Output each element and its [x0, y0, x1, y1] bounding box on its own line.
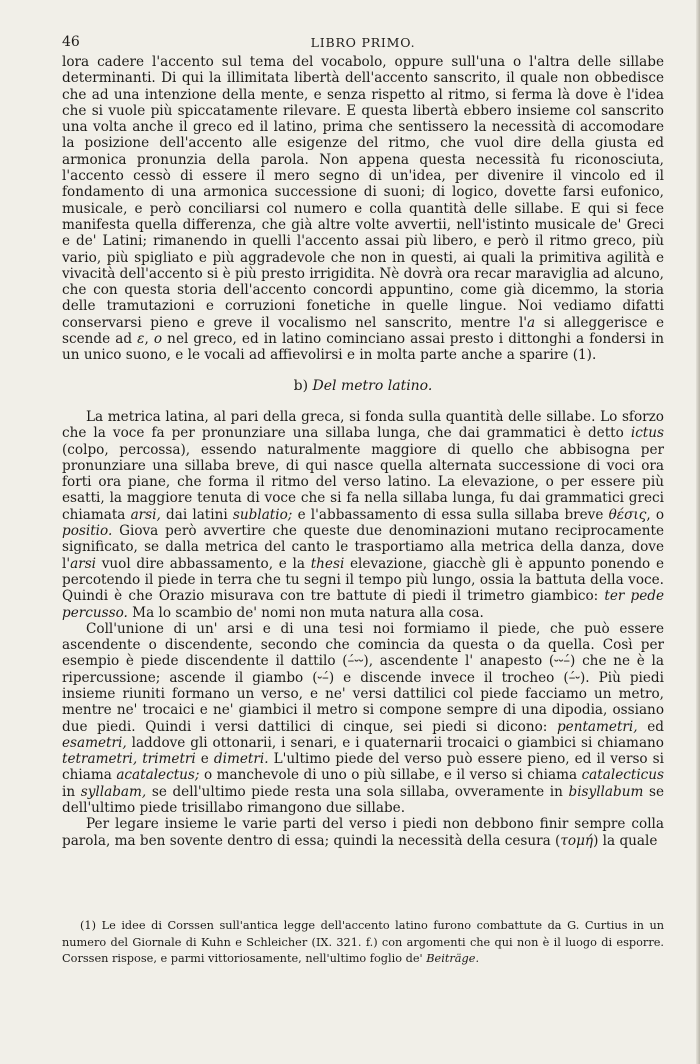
section-heading: b) Del metro latino. — [293, 377, 433, 394]
paragraph-cesura: Per legare insieme le varie parti del verso i piedi non debbono finir sempre colla parola, ma ben sovente dentro di essa; quindi la necessità della cesura (τομή) la quale — [62, 816, 664, 849]
page-edge-shadow — [696, 0, 700, 1064]
body-text — [62, 54, 664, 849]
paragraph-metrica-latina: La metrica latina, al pari della greca, si fonda sulla quantità delle sillabe. Lo sforzo che la voce fa per pronunziare una sillaba lunga, che dai grammatici è detto ictus (colpo, percossa), essendo naturalmente maggiore di quello che abbisogna per pronunziare una sillaba breve, di qui nasce quella alternata successione di voci ora forti ora piane, che forma il ritmo del verso latino. La elevazione, o per essere più esatti, la maggiore tenuta di voce che si fa nella sillaba lunga, fu dai grammatici greci chiamata arsi, dai latini sublatio; e l'abbassamento di essa sulla sillaba breve θέσις, o positio. Giova però avvertire che queste due denominazioni mutano reciprocamente significato, se dalla metrica del canto le trasportiamo alla metrica della danza, dove l'arsi vuol dire abbassamento, e la thesi elevazione, giacchè gli è appunto ponendo e percotendo il piede in terra che tu segni il tempo più lungo, ossia la battuta della voce. Quindi è che Orazio misurava con tre battute di piedi il trimetro giambico: ter pede percusso. Ma lo scambio de' nomi non muta natura alla cosa. — [62, 408, 665, 621]
paragraph-accent-continuation: lora cadere l'accento sul tema del vocabolo, oppure sull'una o l'altra delle sillabe determinanti. Di qui la illimitata libertà dell'accento sanscrito, il quale non obbedisce che ad una intenzione della mente, e senza rispetto al ritmo, si ferma là dove è l'idea che si vuole più spiccatamente rilevare. E questa libertà ebbero insieme col sanscrito una volta anche il greco ed il latino, prima che sentissero la necessità di accomodare la posizione dell'accento alle esigenze del ritmo, che vuol dire della giusta ed armonica pronunzia della parola. Non appena questa necessità fu riconosciuta, l'accento cessò di essere il mero segno di un'idea, per divenire il vincolo ed il fondamento di una armonica successione di suoni; di logico, dovette farsi eufonico, musicale, e però conciliarsi col numero e colla quantità delle sillabe. E qui si fece manifesta quella differenza, che già altre volte avvertii, nell'istinto musicale de' Greci e de' Latini; rimanendo in quelli l'accento assai più libero, e però il ritmo greco, più vario, più spigliato e più aggradevole che non in questi, ai quali la primitiva agilità e vivacità dell'accento si è più presto irrigidita. Nè dovrà ora recar maraviglia ad alcuno, che con questa storia dell'accento concordi appuntino, come già dicemmo, la storia delle tramutazioni e corruzioni fonetiche in quelle lingue. Noi vediamo difatti conservarsi pieno e greve il vocalismo nel sanscrito, mentre l'a si alleggerisce e scende ad ε, ο nel greco, ed in latino cominciano assai presto i dittonghi a fondersi in un unico suono, e le vocali ad affievolirsi e in molta parte anche a sparire (1). — [62, 54, 664, 364]
page-number: 46 — [62, 34, 80, 50]
running-title: LIBRO PRIMO. — [310, 35, 416, 50]
page — [62, 34, 664, 849]
running-header — [62, 34, 664, 54]
footnote — [62, 918, 664, 968]
paragraph-piede: Coll'unione di un' arsi e di una tesi noi formiamo il piede, che può essere ascendente o discendente, secondo che comincia da questa o da quella. Così per esempio è piede discendente il dattilo (–́⏑⏑), ascendente l' anapesto (⏑⏑–́) che ne è la ripercussione; ascende il giambo (⏑–́) e discende invece il trocheo (–́⏑). Più piedi insieme riuniti formano un verso, e ne' versi dattilici col piede facciamo un metro, mentre ne' trocaici e ne' giambici il metro si compone sempre di una dipodia, ossiano due piedi. Quindi i versi dattilici di cinque, sei piedi si dicono: pentametri, ed esametri, laddove gli ottonarii, i senari, e i quaternarii trocaici o giambici si chiamano tetrametri, trimetri e dimetri. L'ultimo piede del verso può essere pieno, ed il verso si chiama acatalectus; o manchevole di uno o più sillabe, e il verso si chiama catalecticus in syllabam, se dell'ultimo piede resta una sola sillaba, ovveramente in bisyllabum se dell'ultimo piede trisillabo rimangono due sillabe. — [62, 620, 665, 817]
footnote-text: (1) Le idee di Corssen sull'antica legge dell'accento latino furono combattute da G. Curtius in un numero del Giornale di Kuhn e Schleicher (IX. 321. f.) con argomenti che qui non è il luogo di esporre. Corssen rispose, e parmi vittoriosamente, nell'ultimo foglio de' Beiträge. — [62, 919, 664, 965]
